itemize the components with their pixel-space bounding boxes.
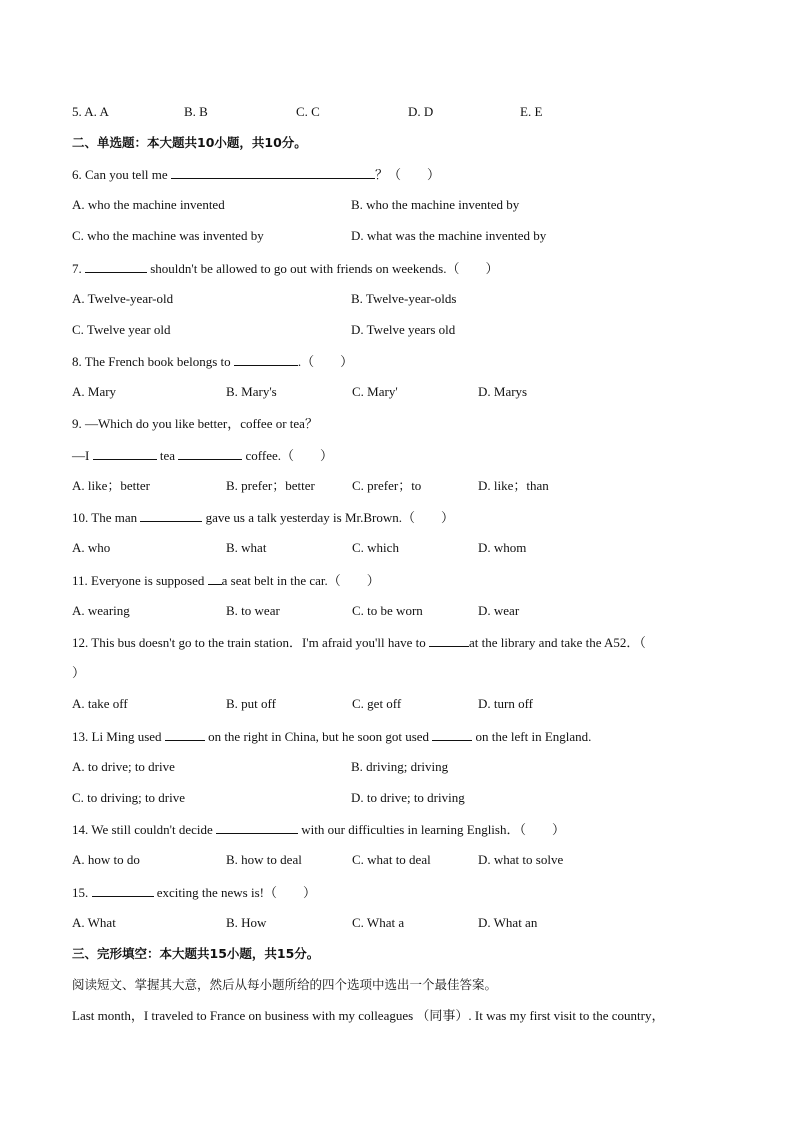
q8-text-before: 8. The French book belongs to bbox=[72, 354, 234, 369]
question-11 bbox=[72, 571, 380, 590]
q6-blank bbox=[171, 165, 375, 179]
q11-option-d: D. wear bbox=[478, 603, 520, 618]
q14-option-b: B. how to deal bbox=[226, 852, 302, 867]
q10-text-before: 10. The man bbox=[72, 510, 141, 525]
q9-blank-1 bbox=[93, 446, 157, 460]
q13-blank-2 bbox=[432, 727, 472, 741]
q9-text-b: tea bbox=[156, 448, 179, 463]
q13-text-c: on the left in England. bbox=[472, 729, 592, 744]
q7-text-after: shouldn't be allowed to go out with friends on weekends.（ ） bbox=[147, 261, 499, 276]
q12-option-a: A. take off bbox=[72, 696, 128, 711]
q5-option-c: C. C bbox=[296, 104, 320, 119]
q9-option-a: A. like；better bbox=[72, 478, 150, 493]
q7-option-d: D. Twelve years old bbox=[351, 322, 456, 337]
q13-option-a: A. to drive; to drive bbox=[72, 759, 175, 774]
question-10 bbox=[72, 508, 454, 527]
q8-option-c: C. Mary' bbox=[352, 384, 398, 399]
q15-text-before: 15. bbox=[72, 885, 92, 900]
question-12-line-2: ） bbox=[72, 665, 86, 680]
question-9-line-1: 9. —Which do you like better，coffee or tea？ bbox=[72, 416, 318, 431]
q6-text-before: 6. Can you tell me bbox=[72, 167, 171, 182]
question-13 bbox=[72, 727, 591, 746]
question-14 bbox=[72, 820, 565, 839]
passage-first-line: Last month，I traveled to France on business with my colleagues （同事）. It was my first visit to the country， bbox=[72, 1008, 665, 1023]
q13-text-a: 13. Li Ming used bbox=[72, 729, 165, 744]
q15-text-after: exciting the news is!（ ） bbox=[153, 885, 316, 900]
q10-option-b: B. what bbox=[226, 540, 267, 555]
q12-text-before: 12. This bus doesn't go to the train station．I'm afraid you'll have to bbox=[72, 635, 430, 650]
section-3-instruction: 阅读短文、掌握其大意，然后从每小题所给的四个选项中选出一个最佳答案。 bbox=[72, 977, 498, 992]
q10-option-a: A. who bbox=[72, 540, 111, 555]
q6-option-b: B. who the machine invented by bbox=[351, 197, 520, 212]
q9-text-a: —I bbox=[72, 448, 93, 463]
q9-option-d: D. like；than bbox=[478, 478, 549, 493]
q7-option-a: A. Twelve-year-old bbox=[72, 291, 174, 306]
q15-option-c: C. What a bbox=[352, 915, 405, 930]
q11-blank bbox=[208, 571, 222, 585]
q6-option-a: A. who the machine invented bbox=[72, 197, 225, 212]
q12-blank bbox=[429, 633, 469, 647]
q7-blank bbox=[85, 259, 147, 273]
q7-option-b: B. Twelve-year-olds bbox=[351, 291, 457, 306]
q11-text-after: a seat belt in the car.（ ） bbox=[221, 573, 380, 588]
question-9-line-2 bbox=[72, 446, 333, 465]
q13-option-d: D. to drive; to driving bbox=[351, 790, 465, 805]
q13-text-b: on the right in China, but he soon got used bbox=[204, 729, 433, 744]
section-3-title: 三、完形填空：本大题共15小题，共15分。 bbox=[72, 946, 320, 961]
q9-text-c: coffee.（ ） bbox=[242, 448, 333, 463]
q11-text-before: 11. Everyone is supposed bbox=[72, 573, 208, 588]
question-12 bbox=[72, 633, 646, 652]
q5-option-a: 5. A. A bbox=[72, 104, 109, 119]
q8-option-d: D. Marys bbox=[478, 384, 528, 399]
q8-text-after: .（ ） bbox=[297, 354, 354, 369]
q12-option-c: C. get off bbox=[352, 696, 402, 711]
q15-option-d: D. What an bbox=[478, 915, 538, 930]
q10-option-c: C. which bbox=[352, 540, 399, 555]
q13-blank-1 bbox=[165, 727, 205, 741]
q14-text-after: with our difficulties in learning English．（ ） bbox=[298, 822, 565, 837]
q9-blank-2 bbox=[178, 446, 242, 460]
q10-option-d: D. whom bbox=[478, 540, 527, 555]
q12-option-d: D. turn off bbox=[478, 696, 534, 711]
q12-option-b: B. put off bbox=[226, 696, 276, 711]
q6-option-d: D. what was the machine invented by bbox=[351, 228, 547, 243]
question-7 bbox=[72, 259, 499, 278]
q11-option-b: B. to wear bbox=[226, 603, 280, 618]
question-8 bbox=[72, 352, 353, 371]
q15-blank bbox=[92, 883, 154, 897]
q6-text-after: ？（ ） bbox=[374, 167, 440, 182]
question-15 bbox=[72, 883, 316, 902]
q9-option-c: C. prefer；to bbox=[352, 478, 422, 493]
q5-option-e: E. E bbox=[520, 104, 543, 119]
q15-option-b: B. How bbox=[226, 915, 267, 930]
q6-option-c: C. who the machine was invented by bbox=[72, 228, 264, 243]
q8-option-a: A. Mary bbox=[72, 384, 117, 399]
question-6 bbox=[72, 165, 440, 184]
q11-option-a: A. wearing bbox=[72, 603, 130, 618]
q14-option-d: D. what to solve bbox=[478, 852, 564, 867]
q7-text-before: 7. bbox=[72, 261, 85, 276]
section-2-title: 二、单选题：本大题共10小题，共10分。 bbox=[72, 135, 307, 150]
q10-text-after: gave us a talk yesterday is Mr.Brown.（ ） bbox=[202, 510, 455, 525]
q14-option-c: C. what to deal bbox=[352, 852, 431, 867]
q7-option-c: C. Twelve year old bbox=[72, 322, 171, 337]
q5-option-b: B. B bbox=[184, 104, 208, 119]
q10-blank bbox=[140, 508, 202, 522]
q8-option-b: B. Mary's bbox=[226, 384, 277, 399]
q14-option-a: A. how to do bbox=[72, 852, 140, 867]
q14-text-before: 14. We still couldn't decide bbox=[72, 822, 217, 837]
q9-option-b: B. prefer；better bbox=[226, 478, 315, 493]
q15-option-a: A. What bbox=[72, 915, 116, 930]
q14-blank bbox=[216, 820, 298, 834]
q11-option-c: C. to be worn bbox=[352, 603, 423, 618]
q12-text-after: at the library and take the A52．（ bbox=[469, 635, 646, 650]
q5-option-d: D. D bbox=[408, 104, 434, 119]
q13-option-c: C. to driving; to drive bbox=[72, 790, 186, 805]
q8-blank bbox=[234, 352, 298, 366]
q13-option-b: B. driving; driving bbox=[351, 759, 449, 774]
